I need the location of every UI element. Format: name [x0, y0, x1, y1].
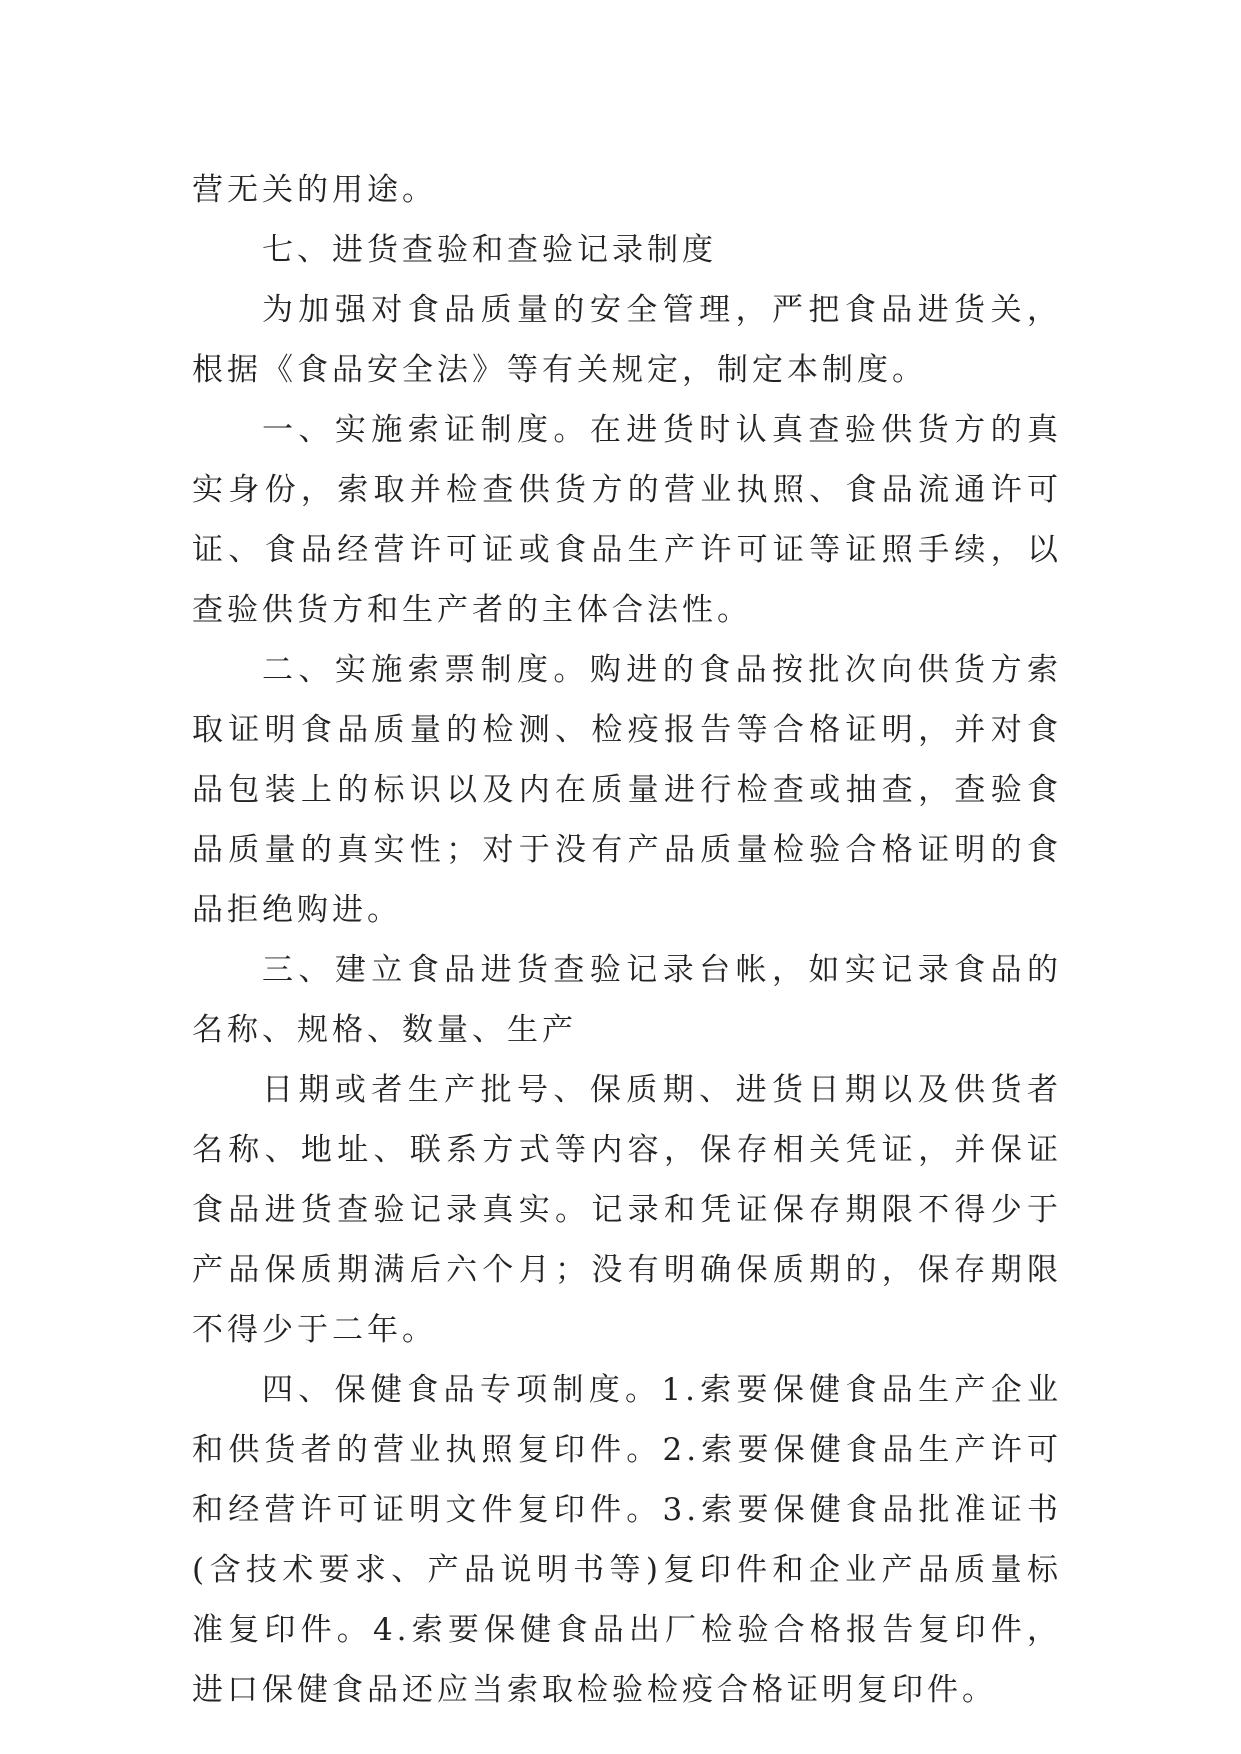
section-heading-purchase-inspection: 七、进货查验和查验记录制度 — [262, 232, 717, 268]
paragraph-health-food-system: 四、保健食品专项制度。1.索要保健食品生产企业和供货者的营业执照复印件。2.索要保健食品生产许可和经营许可证明文件复印件。3.索要保健食品批准证书(含技术要求、产品说明书等)复印件和企业产品质量标准复印件。4.索要保健食品出厂检验合格报告复印件，进口保健食品还应当索取检验检疫合格证明复印件。 — [192, 1372, 1062, 1708]
paragraph-invoice-system: 二、实施索票制度。购进的食品按批次向供货方索取证明食品质量的检测、检疫报告等合格证明，并对食品包装上的标识以及内在质量进行检查或抽查，查验食品质量的真实性；对于没有产品质量检验合格证明的食品拒绝购进。 — [192, 652, 1062, 928]
document-body — [192, 160, 1062, 1720]
paragraph-purpose: 为加强对食品质量的安全管理，严把食品进货关，根据《食品安全法》等有关规定，制定本制度。 — [192, 292, 1062, 388]
paragraph-continuation: 营无关的用途。 — [192, 172, 437, 208]
paragraph-ledger-system: 三、建立食品进货查验记录台帐，如实记录食品的名称、规格、数量、生产 — [192, 952, 1062, 1048]
paragraph-ledger-details: 日期或者生产批号、保质期、进货日期以及供货者名称、地址、联系方式等内容，保存相关凭证，并保证食品进货查验记录真实。记录和凭证保存期限不得少于产品保质期满后六个月；没有明确保质期的，保存期限不得少于二年。 — [192, 1072, 1062, 1348]
paragraph-certificate-system: 一、实施索证制度。在进货时认真查验供货方的真实身份，索取并检查供货方的营业执照、食品流通许可证、食品经营许可证或食品生产许可证等证照手续，以查验供货方和生产者的主体合法性。 — [192, 412, 1062, 628]
